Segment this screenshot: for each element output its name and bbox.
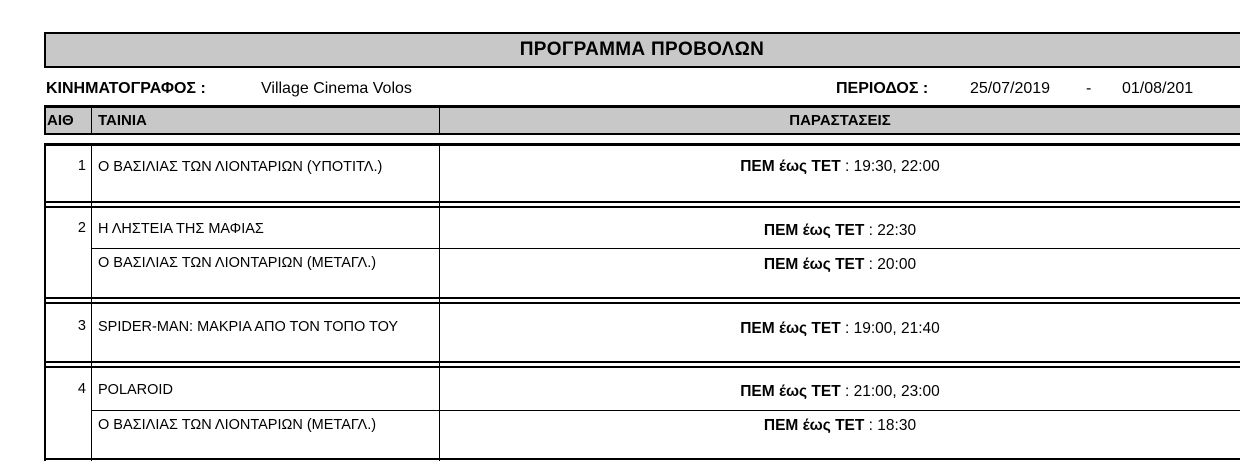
column-header-shows: ΠΑΡΑΣΤΑΣΕΙΣ [789,112,891,129]
hall-number: 2 [77,220,86,236]
period-label: ΠΕΡΙΟΔΟΣ : [836,80,929,97]
header-divider [91,108,92,133]
group-separator [44,143,1240,146]
show-times: : 18:30 [864,417,917,434]
group-separator [44,361,1240,363]
film-title: Ο ΒΑΣΙΛΙΑΣ ΤΩΝ ΛΙΟΝΤΑΡΙΩΝ (ΥΠΟΤΙΤΛ.) [98,159,383,175]
table-bottom-border [44,458,1240,460]
row-separator [91,410,1240,411]
cinema-name: Village Cinema Volos [261,80,412,97]
film-title: SPIDER-MAN: ΜΑΚΡΙΑ ΑΠΟ ΤΟΝ ΤΟΠΟ ΤΟΥ [98,319,399,335]
hall-number: 4 [77,381,86,397]
column-header-film: ΤΑΙΝΙΑ [98,112,147,129]
film-title: Ο ΒΑΣΙΛΙΑΣ ΤΩΝ ΛΙΟΝΤΑΡΙΩΝ (ΜΕΤΑΓΛ.) [98,417,377,433]
cinema-label: ΚΙΝΗΜΑΤΟΓΡΑΦΟΣ : [46,80,206,97]
group-separator [44,297,1240,299]
header-divider [439,108,440,133]
showtimes [440,383,1240,401]
show-times: : 20:00 [864,256,917,273]
show-times: : 21:00, 23:00 [840,383,940,400]
hall-number: 3 [77,318,86,334]
show-days: ΠΕΜ έως ΤΕΤ [740,158,841,175]
group-separator [44,302,1240,304]
group-separator [44,206,1240,208]
show-times: : 19:30, 22:00 [840,158,940,175]
film-title: Ο ΒΑΣΙΛΙΑΣ ΤΩΝ ΛΙΟΝΤΑΡΙΩΝ (ΜΕΤΑΓΛ.) [98,255,377,271]
show-days: ΠΕΜ έως ΤΕΤ [763,417,865,434]
row-separator [91,248,1240,249]
period-from: 25/07/2019 [970,80,1051,97]
show-days: ΠΕΜ έως ΤΕΤ [763,256,865,273]
showtimes [440,222,1240,240]
column-header-hall: ΑΙΘ [47,112,74,129]
showtimes [440,158,1240,176]
page-title: ΠΡΟΓΡΑΜΜΑ ΠΡΟΒΟΛΩΝ [519,39,765,60]
film-title: Η ΛΗΣΤΕΙΑ ΤΗΣ ΜΑΦΙΑΣ [98,221,264,237]
show-days: ΠΕΜ έως ΤΕΤ [740,383,841,400]
film-title: POLAROID [98,382,173,398]
group-separator [44,201,1240,203]
show-times: : 22:30 [864,222,917,239]
hall-number: 1 [77,158,86,174]
showtimes [440,417,1240,435]
show-days: ΠΕΜ έως ΤΕΤ [740,320,841,337]
showtimes [440,320,1240,338]
show-days: ΠΕΜ έως ΤΕΤ [763,222,865,239]
showtimes [440,256,1240,274]
period-separator: - [1086,80,1092,97]
period-to: 01/08/201 [1122,80,1194,97]
show-times: : 19:00, 21:40 [840,320,940,337]
group-separator [44,366,1240,368]
